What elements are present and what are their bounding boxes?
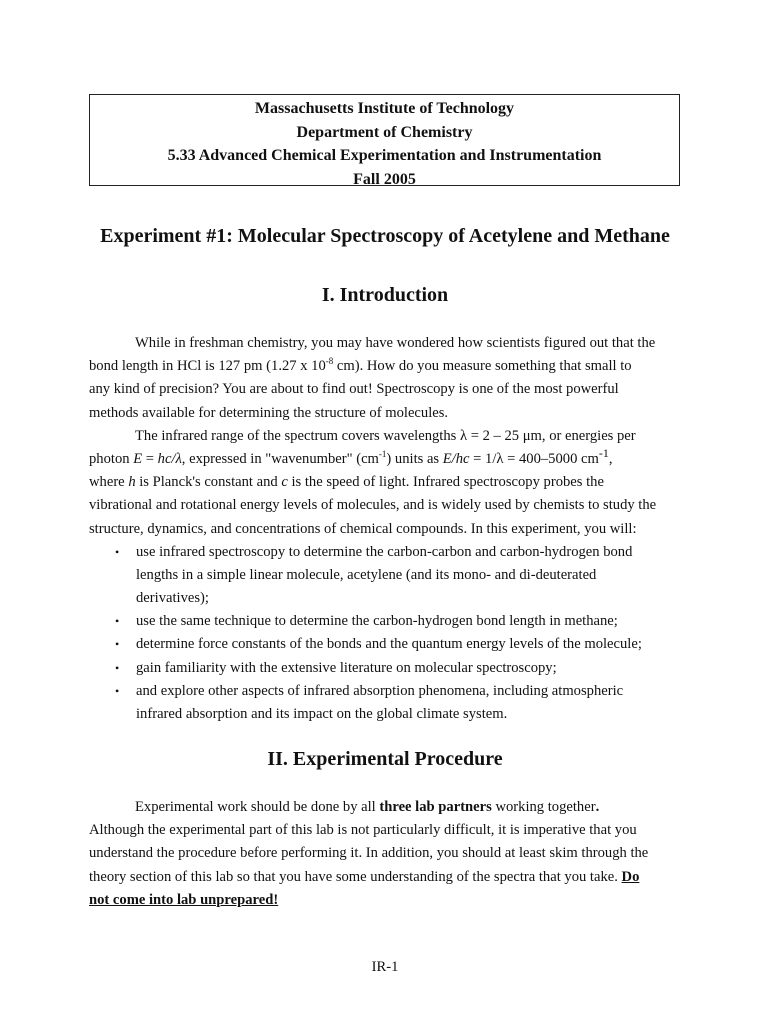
text-run: ) units as <box>386 450 443 467</box>
objectives-list <box>89 541 689 727</box>
superscript: -8 <box>325 356 334 367</box>
procedure-line4 <box>89 866 689 889</box>
procedure-line1 <box>89 796 689 819</box>
list-item-line: use the same technique to determine the carbon-hydrogen bond length in methane; <box>136 613 618 630</box>
list-item-line: and explore other aspects of infrared absorption phenomena, including atmospheric <box>136 682 624 699</box>
introduction-body <box>89 332 689 726</box>
italic-symbol: hc/λ <box>157 450 182 467</box>
intro-p2-line4: vibrational and rotational energy levels of molecules, and is widely used by chemists to study the <box>89 497 657 514</box>
procedure-line3: understand the procedure before performing it. In addition, you should at least skim through the <box>89 845 649 862</box>
intro-p2-line2 <box>89 445 689 471</box>
intro-p2-line3 <box>89 471 689 494</box>
bullet-icon: • <box>115 683 120 698</box>
bullet-icon: • <box>115 660 120 675</box>
term: Fall 2005 <box>353 170 416 188</box>
experiment-title: Experiment #1: Molecular Spectroscopy of Acetylene and Methane <box>100 225 670 247</box>
list-item-line: determine force constants of the bonds and the quantum energy levels of the molecule; <box>136 636 642 653</box>
procedure-heading: II. Experimental Procedure <box>267 748 503 770</box>
introduction-heading: I. Introduction <box>321 284 449 306</box>
bullet-icon: • <box>115 637 120 652</box>
institution-name: Massachusetts Institute of Technology <box>254 100 515 117</box>
text-run: , expressed in "wavenumber" (cm <box>181 450 379 467</box>
list-item-line: derivatives); <box>136 590 209 607</box>
text-run: Experimental work should be done by all <box>135 799 380 815</box>
text-run: , <box>608 450 613 467</box>
italic-symbol: c <box>281 474 288 491</box>
text-run: is Planck's constant and <box>135 474 282 491</box>
text-run: photon <box>89 450 134 467</box>
italic-symbol: E <box>133 450 143 467</box>
text-run: bond length in HCl is 127 pm (1.27 x 10 <box>89 358 326 375</box>
intro-p1-line1: While in freshman chemistry, you may have wondered how scientists figured out that the <box>135 335 656 351</box>
list-item-line: infrared absorption and its impact on the global climate system. <box>136 706 508 722</box>
italic-symbol: h <box>128 474 136 491</box>
department-name: Department of Chemistry <box>296 123 473 141</box>
intro-p2-line1: The infrared range of the spectrum covers wavelengths λ = 2 – 25 μm, or energies per <box>135 427 636 444</box>
text-run: = <box>142 450 158 467</box>
bullet-icon: • <box>115 544 120 559</box>
superscript: -1 <box>598 445 609 460</box>
text-run: working together <box>491 799 596 815</box>
superscript: -1 <box>378 448 387 459</box>
page-number: IR-1 <box>371 959 399 975</box>
text-run: is the speed of light. Infrared spectroscopy probes the <box>287 474 604 491</box>
course-title: 5.33 Advanced Chemical Experimentation and Instrumentation <box>167 147 602 164</box>
list-item <box>89 657 689 680</box>
text-run: = 1/λ = 400–5000 cm <box>469 450 599 467</box>
list-item-line: use infrared spectroscopy to determine the carbon-carbon and carbon-hydrogen bond <box>136 543 633 560</box>
bullet-icon: • <box>115 614 120 629</box>
list-item <box>89 541 689 611</box>
italic-symbol: E/hc <box>442 450 470 467</box>
warning-text: not come into lab unprepared! <box>89 891 279 908</box>
procedure-line2: Although the experimental part of this lab is not particularly difficult, it is imperative that you <box>89 822 637 839</box>
procedure-body <box>89 796 689 912</box>
list-item <box>89 610 689 633</box>
intro-p2-line5: structure, dynamics, and concentrations of chemical compounds. In this experiment, you will: <box>89 520 637 537</box>
intro-p1-line3: any kind of precision? You are about to find out! Spectroscopy is one of the most powerful <box>89 381 619 398</box>
list-item-line: gain familiarity with the extensive literature on molecular spectroscopy; <box>136 659 557 676</box>
text-run: theory section of this lab so that you have some understanding of the spectra that you take. <box>89 868 622 885</box>
course-header-box <box>89 94 680 186</box>
intro-p1-line4: methods available for determining the structure of molecules. <box>89 404 449 421</box>
list-item <box>89 633 689 656</box>
warning-text: Do <box>621 868 640 885</box>
text-run: where <box>89 474 129 491</box>
intro-p1-line2 <box>89 355 689 378</box>
emphasis: three lab partners <box>379 799 492 815</box>
text-run: cm). How do you measure something that small to <box>333 358 632 375</box>
emphasis: . <box>595 799 600 815</box>
procedure-line5 <box>89 889 689 912</box>
list-item <box>89 680 689 726</box>
list-item-line: lengths in a simple linear molecule, acetylene (and its mono- and di-deuterated <box>136 566 597 583</box>
